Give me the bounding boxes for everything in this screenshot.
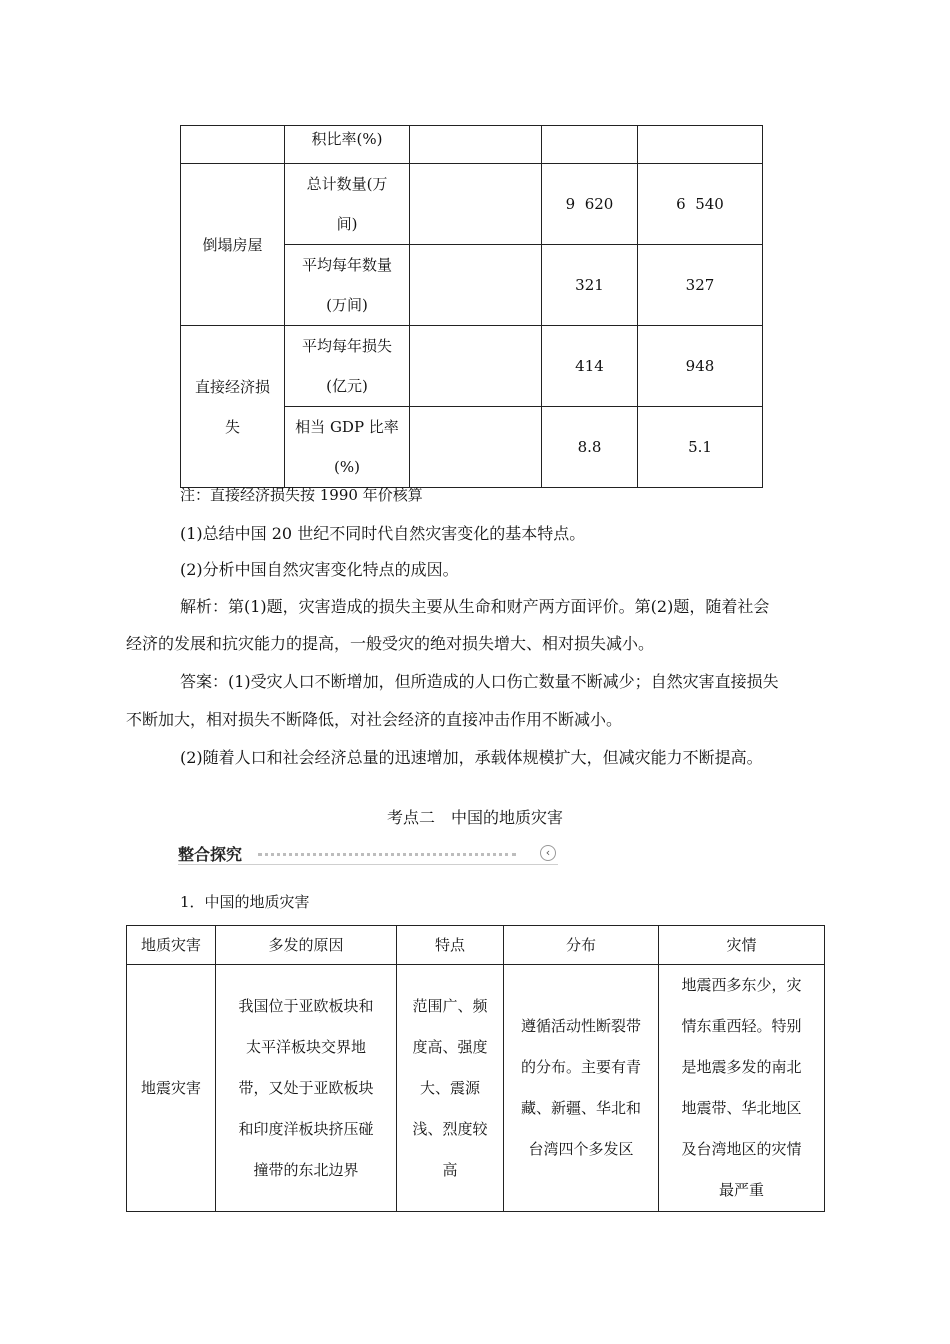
- table-row: [181, 126, 763, 164]
- table-cell: [285, 245, 410, 326]
- header-distribution: 分布: [504, 926, 659, 965]
- table-cell: 948: [638, 326, 763, 407]
- item-heading: 1．中国的地质灾害: [180, 893, 310, 911]
- table-cell: 5.1: [638, 407, 763, 488]
- table-note: 注：直接经济损失按 1990 年价核算: [180, 486, 423, 504]
- table-cell: [285, 126, 410, 164]
- cell-text: 最严重: [718, 1181, 764, 1199]
- cell-distribution: [504, 965, 659, 1212]
- cell-text: 总计数量(万: [306, 175, 388, 193]
- cell-text: 积比率(%): [311, 130, 383, 148]
- header-reason: 多发的原因: [216, 926, 397, 965]
- cell-text: 台湾四个多发区: [528, 1140, 634, 1158]
- question-2: (2)分析中国自然灾害变化特点的成因。: [180, 560, 459, 579]
- table-cell: [410, 326, 542, 407]
- table-cell: [410, 164, 542, 245]
- cell-text: (亿元): [326, 377, 368, 395]
- cell-text: 地震带、华北地区: [681, 1099, 802, 1117]
- table-row: [181, 164, 763, 245]
- cell-text: 浅、烈度较: [412, 1119, 488, 1138]
- row-label-collapsed-houses: 倒塌房屋: [181, 164, 285, 326]
- table-cell: [285, 164, 410, 245]
- table-cell: [410, 126, 542, 164]
- table-cell: 327: [638, 245, 763, 326]
- cell-feature: [397, 965, 504, 1212]
- cell-text: 撞带的东北边界: [253, 1160, 359, 1179]
- cell-text: 范围广、频: [412, 996, 488, 1015]
- table-cell: [638, 126, 763, 164]
- cell-text: 平均每年损失: [301, 337, 392, 355]
- cell-text: 大、震源: [419, 1078, 480, 1097]
- cell-text: 高: [442, 1160, 458, 1179]
- table-cell: 8.8: [542, 407, 638, 488]
- analysis-line-1: 解析：第(1)题，灾害造成的损失主要从生命和财产两方面评价。第(2)题，随着社会: [180, 597, 770, 616]
- table-cell: 321: [542, 245, 638, 326]
- cell-text: 太平洋板块交界地: [245, 1037, 366, 1056]
- cell-text: 度高、强度: [412, 1037, 488, 1056]
- answer-line-1: 答案：(1)受灾人口不断增加，但所造成的人口伤亡数量不断减少；自然灾害直接损失: [180, 672, 779, 691]
- table-cell: [410, 245, 542, 326]
- section-title: 考点二 中国的地质灾害: [386, 808, 563, 827]
- table-row: [127, 965, 825, 1212]
- answer-line-2: 不断加大，相对损失不断降低，对社会经济的直接冲击作用不断减小。: [126, 710, 623, 729]
- row-label-economic-loss: [181, 326, 285, 488]
- section-banner: [178, 842, 558, 866]
- analysis-line-2: 经济的发展和抗灾能力的提高，一般受灾的绝对损失增大、相对损失减小。: [126, 634, 655, 653]
- answer-line-3: (2)随着人口和社会经济总量的迅速增加，承载体规模扩大，但减灾能力不断提高。: [180, 748, 763, 767]
- table-row: [181, 326, 763, 407]
- cell-text: 带，又处于亚欧板块: [238, 1078, 374, 1097]
- cell-text: 地震西多东少，灾: [681, 976, 802, 994]
- cell-reason: [216, 965, 397, 1212]
- cell-text: 及台湾地区的灾情: [681, 1140, 802, 1158]
- cell-text: 和印度洋板块挤压碰: [238, 1119, 374, 1138]
- cell-text: (%): [334, 458, 360, 476]
- cell-text: 失: [224, 417, 240, 436]
- table-cell: [181, 126, 285, 164]
- cell-text: 相当 GDP 比率: [295, 418, 399, 436]
- cell-text: 遵循活动性断裂带: [520, 1017, 641, 1035]
- table-cell: 6 540: [638, 164, 763, 245]
- cell-text: 直接经济损: [194, 377, 270, 396]
- question-1: (1)总结中国 20 世纪不同时代自然灾害变化的基本特点。: [180, 524, 586, 543]
- table-header-row: [127, 926, 825, 965]
- header-feature: 特点: [397, 926, 504, 965]
- table-cell: [410, 407, 542, 488]
- chevron-left-icon: ‹: [540, 845, 556, 861]
- table-cell: [542, 126, 638, 164]
- cell-text: 藏、新疆、华北和: [520, 1099, 641, 1117]
- header-disaster: 地质灾害: [127, 926, 216, 965]
- cell-text: 平均每年数量: [301, 256, 392, 274]
- header-situation: 灾情: [659, 926, 825, 965]
- banner-label: 整合探究: [178, 845, 243, 864]
- cell-text: 间): [336, 215, 358, 233]
- cell-situation: [659, 965, 825, 1212]
- cell-text: 是地震多发的南北: [681, 1058, 802, 1076]
- cell-text: 我国位于亚欧板块和: [238, 996, 374, 1015]
- table-cell: [285, 326, 410, 407]
- table-cell: [285, 407, 410, 488]
- geological-disaster-table: [126, 925, 825, 1212]
- banner-underline: [178, 864, 558, 865]
- cell-text: 的分布。主要有青: [520, 1058, 641, 1076]
- disaster-loss-table: [180, 125, 763, 488]
- table-cell: 9 620: [542, 164, 638, 245]
- cell-text: (万间): [326, 296, 368, 314]
- banner-dots: [258, 853, 516, 856]
- table-cell: 414: [542, 326, 638, 407]
- cell-disaster-type: 地震灾害: [127, 965, 216, 1212]
- cell-text: 情东重西轻。特别: [681, 1017, 802, 1035]
